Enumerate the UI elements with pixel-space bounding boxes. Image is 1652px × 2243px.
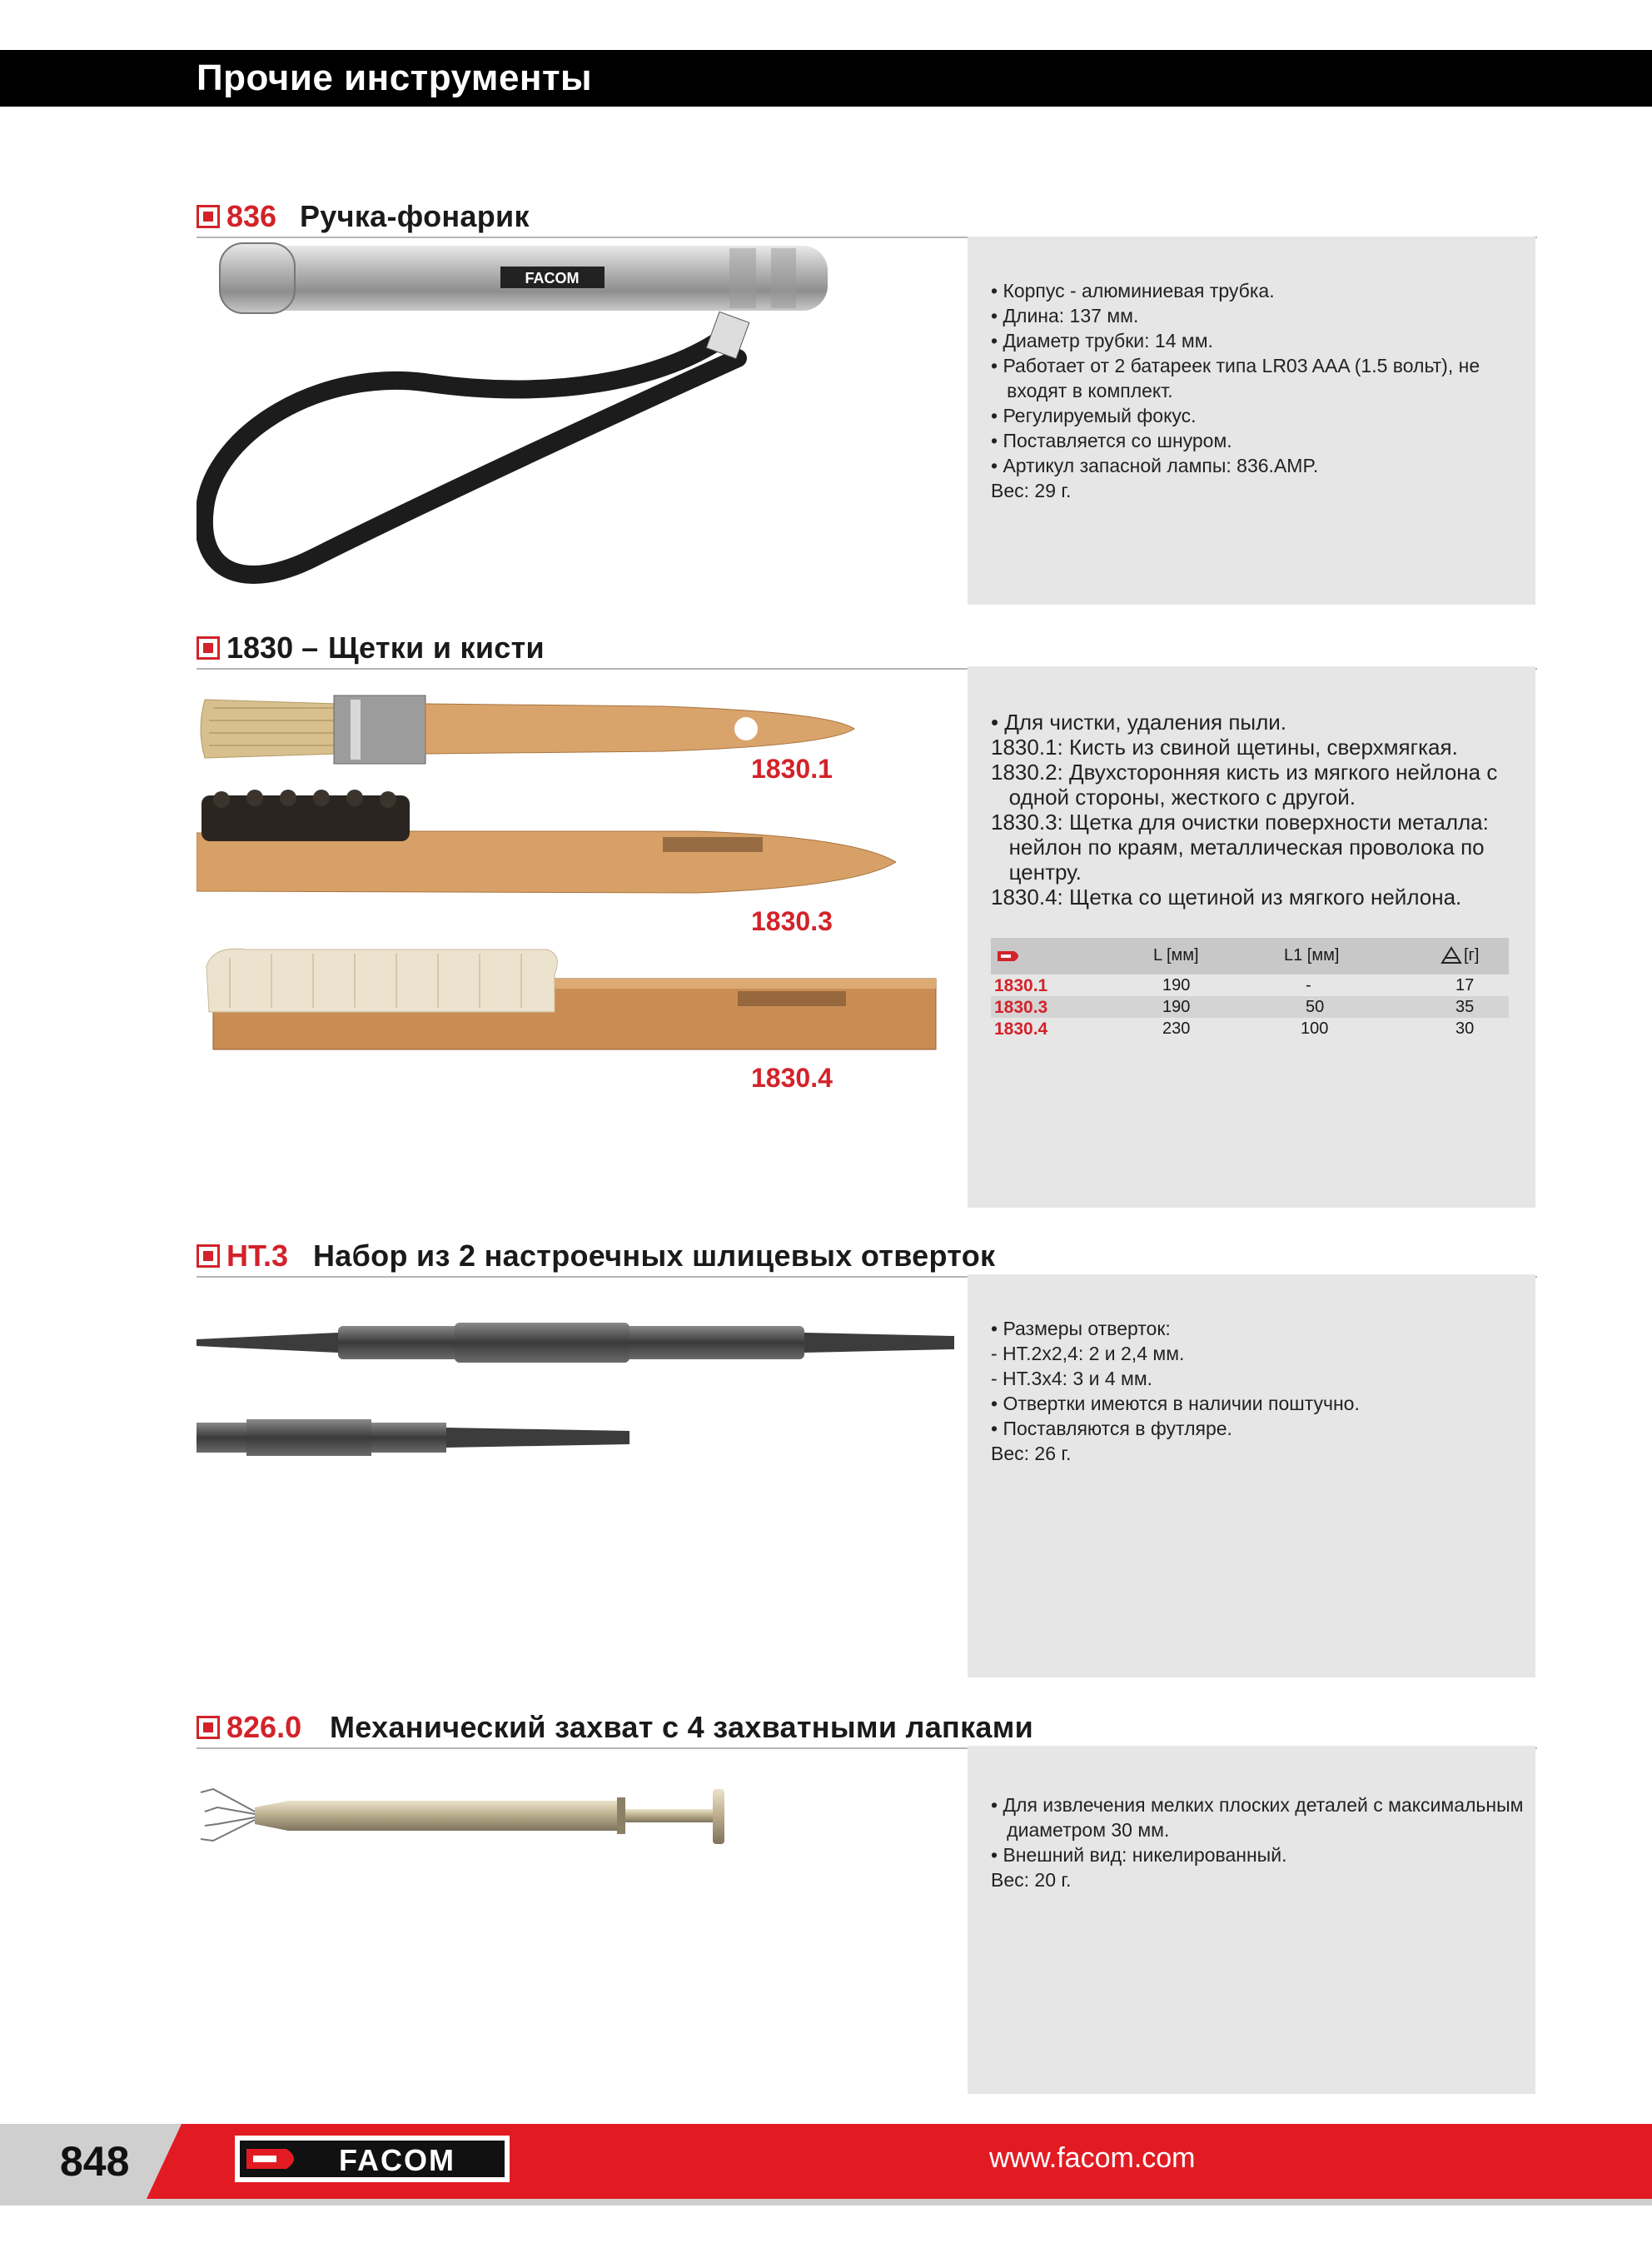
- table-cell-L1: 100: [1301, 1019, 1329, 1038]
- description-line: одной стороны, жесткого с другой.: [991, 785, 1356, 810]
- screwdrivers-image: [197, 1316, 963, 1466]
- section-bullet-icon: [197, 1716, 220, 1739]
- brush-1830-4-image: [197, 941, 946, 1058]
- description-826: [991, 1792, 1524, 1892]
- spec-table-header: [991, 938, 1509, 974]
- table-cell-ref: 1830.3: [994, 998, 1048, 1017]
- section-header-1830: [197, 630, 1537, 670]
- description-line: Вес: 29 г.: [991, 480, 1072, 501]
- description-line: диаметром 30 мм.: [991, 1819, 1170, 1841]
- section-code: 826.0: [226, 1710, 302, 1744]
- description-line: • Артикул запасной лампы: 836.AMP.: [991, 455, 1319, 476]
- section-code: 1830 –: [226, 631, 319, 665]
- description-panel-836: [968, 237, 1535, 605]
- description-line: • Поставляется со шнуром.: [991, 430, 1232, 451]
- section-title: Щетки и кисти: [328, 631, 545, 665]
- description-line: - HT.3x4: 3 и 4 мм.: [991, 1368, 1153, 1389]
- table-cell-weight: 17: [1455, 976, 1475, 994]
- section-bullet-icon: [197, 205, 220, 228]
- description-line: • Внешний вид: никелированный.: [991, 1844, 1287, 1866]
- description-1830: [991, 710, 1515, 910]
- description-line: • Поставляются в футляре.: [991, 1418, 1232, 1439]
- description-ht3: [991, 1316, 1515, 1466]
- table-cell-ref: 1830.1: [994, 976, 1048, 995]
- pick-up-tool-image: [197, 1774, 796, 1857]
- description-panel-826: [968, 1746, 1535, 2094]
- page-number: 848: [60, 2138, 130, 2185]
- table-cell-weight: 30: [1455, 1019, 1475, 1038]
- section-bullet-icon: [197, 636, 220, 660]
- description-line: 1830.3: Щетка для очистки поверхности металла:: [991, 810, 1489, 835]
- weight-icon: [1441, 946, 1462, 964]
- table-cell-weight: 35: [1455, 998, 1475, 1016]
- description-line: • Работает от 2 батареек типа LR03 AAA (1.5 вольт), не: [991, 355, 1480, 376]
- footer-url-link[interactable]: www.facom.com: [989, 2142, 1196, 2174]
- section-title: Ручка-фонарик: [300, 199, 530, 233]
- section-header-826: [197, 1709, 1537, 1749]
- table-cell-L: 190: [1162, 976, 1191, 994]
- section-title: Набор из 2 настроечных шлицевых отверток: [313, 1239, 996, 1273]
- spec-table: [991, 938, 1509, 1039]
- facom-logo-text: FACOM: [525, 270, 580, 287]
- section-code: HT.3: [226, 1239, 289, 1273]
- description-line: 1830.1: Кисть из свиной щетины, сверхмягкая.: [991, 735, 1458, 760]
- brush-1830-3-image: [197, 783, 896, 908]
- table-cell-L: 190: [1162, 998, 1191, 1016]
- section-header-836: [197, 198, 1537, 238]
- section-header-ht3: [197, 1238, 1537, 1278]
- column-header-L1: L1 [мм]: [1284, 946, 1340, 964]
- image-label-1830-1: 1830.1: [751, 754, 833, 784]
- table-row: [991, 996, 1509, 1018]
- column-header-L: L [мм]: [1153, 946, 1199, 964]
- description-line: - HT.2x2,4: 2 и 2,4 мм.: [991, 1343, 1185, 1364]
- column-header-weight: [г]: [1464, 946, 1480, 964]
- description-line: входят в комплект.: [991, 380, 1173, 401]
- table-cell-L: 230: [1162, 1019, 1191, 1038]
- table-cell-L1: 50: [1306, 998, 1325, 1016]
- description-line: Вес: 20 г.: [991, 1869, 1072, 1891]
- description-836: [991, 278, 1515, 503]
- description-line: • Длина: 137 мм.: [991, 305, 1139, 326]
- facom-ref-icon: [996, 948, 1024, 964]
- facom-logo: [235, 2132, 510, 2187]
- table-row: [991, 974, 1509, 996]
- image-label-1830-3: 1830.3: [751, 906, 833, 936]
- image-label-1830-4: 1830.4: [751, 1063, 833, 1093]
- description-line: Вес: 26 г.: [991, 1443, 1072, 1464]
- flashlight-image: [197, 242, 846, 600]
- description-line: • Для чистки, удаления пыли.: [991, 710, 1286, 735]
- description-line: • Корпус - алюминиевая трубка.: [991, 280, 1275, 302]
- table-row: [991, 1018, 1509, 1039]
- description-line: центру.: [991, 860, 1082, 885]
- description-line: • Регулируемый фокус.: [991, 405, 1197, 426]
- description-panel-1830: [968, 666, 1535, 1208]
- description-line: • Отвертки имеются в наличии поштучно.: [991, 1393, 1360, 1414]
- section-title: Механический захват с 4 захватными лапками: [330, 1710, 1034, 1744]
- description-line: нейлон по краям, металлическая проволока по: [991, 835, 1485, 860]
- footer-divider: [0, 2199, 1652, 2206]
- facom-logo-text: FACOM: [339, 2143, 455, 2177]
- description-panel-ht3: [968, 1274, 1535, 1677]
- section-code: 836: [226, 199, 277, 233]
- description-line: • Диаметр трубки: 14 мм.: [991, 330, 1213, 351]
- table-cell-L1: -: [1306, 976, 1311, 994]
- section-bullet-icon: [197, 1244, 220, 1268]
- description-line: • Размеры отверток:: [991, 1318, 1171, 1339]
- description-line: 1830.2: Двухсторонняя кисть из мягкого нейлона с: [991, 760, 1498, 785]
- table-cell-ref: 1830.4: [994, 1019, 1048, 1039]
- page-title: Прочие инструменты: [197, 57, 593, 98]
- description-line: • Для извлечения мелких плоских деталей с максимальным: [991, 1794, 1524, 1816]
- description-line: 1830.4: Щетка со щетиной из мягкого нейлона.: [991, 885, 1462, 910]
